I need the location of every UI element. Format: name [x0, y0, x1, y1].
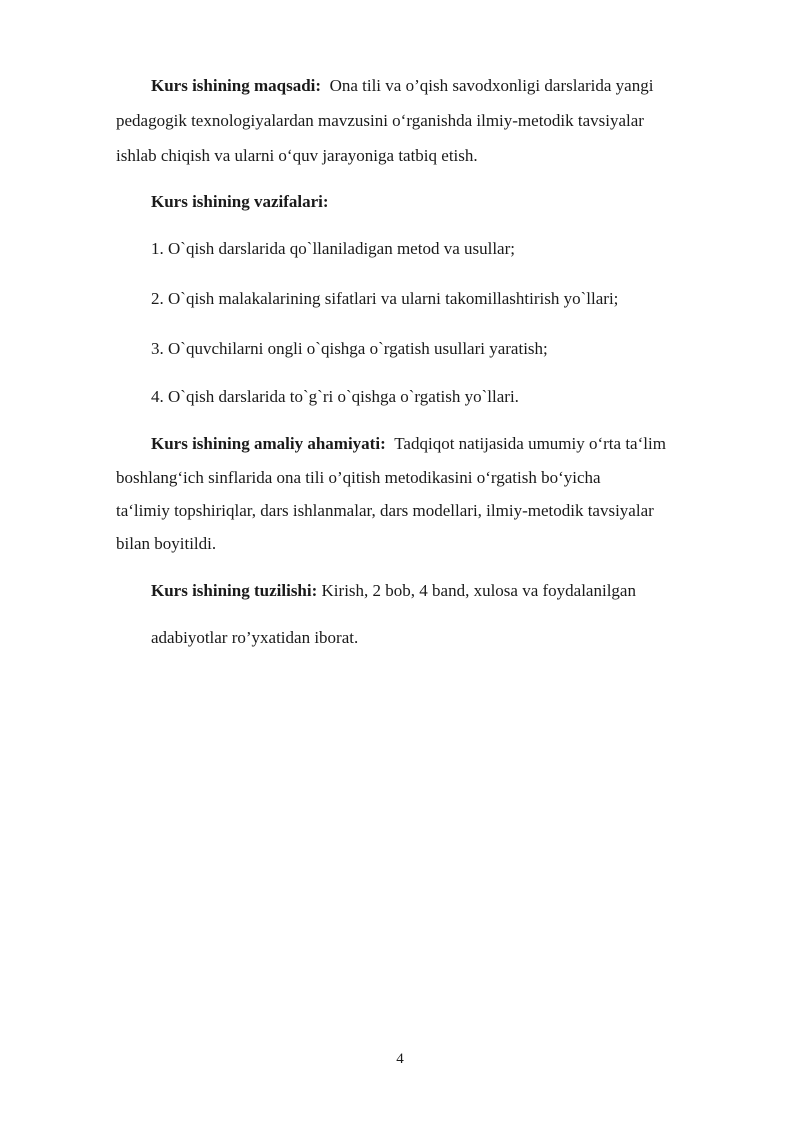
- structure-text-1: Kirish, 2 bob, 4 band, xulosa va foydalanilgan: [321, 581, 636, 600]
- practical-text-2: boshlang‘ich sinflarida ona tili o’qitish metodikasini o‘rgatish bo‘yicha: [116, 468, 601, 487]
- practical-text-3: ta‘limiy topshiriqlar, dars ishlanmalar, dars modellari, ilmiy-metodik tavsiyalar: [116, 501, 654, 520]
- task-item: 2. O`qish malakalarining sifatlari va ularni takomillashtirish yo`llari;: [151, 289, 619, 308]
- practical-heading: Kurs ishining amaliy ahamiyati:: [151, 434, 386, 453]
- structure-paragraph-line-1: [151, 580, 636, 602]
- page-number: 4: [396, 1051, 404, 1067]
- goal-text-1: Ona tili va o’qish savodxonligi darslarida yangi: [329, 76, 654, 95]
- structure-text-2: adabiyotlar ro’yxatidan iborat.: [151, 628, 359, 647]
- practical-paragraph-line-1: [151, 433, 666, 455]
- goal-text-2: pedagogik texnologiyalardan mavzusini o‘rganishda ilmiy-metodik tavsiyalar: [116, 111, 644, 130]
- goal-paragraph-line-1: [151, 75, 653, 97]
- practical-text-4: bilan boyitildi.: [116, 534, 217, 553]
- task-item: 4. O`qish darslarida to`g`ri o`qishga o`rgatish yo`llari.: [151, 387, 519, 406]
- task-item: 3. O`quvchilarni ongli o`qishga o`rgatish usullari yaratish;: [151, 339, 548, 358]
- goal-text-3: ishlab chiqish va ularni o‘quv jarayoniga tatbiq etish.: [116, 146, 478, 165]
- structure-heading: Kurs ishining tuzilishi:: [151, 581, 318, 600]
- practical-text-1: Tadqiqot natijasida umumiy o‘rta ta‘lim: [394, 434, 666, 453]
- goal-heading: Kurs ishining maqsadi:: [151, 76, 322, 95]
- task-item: 1. O`qish darslarida qo`llaniladigan metod va usullar;: [151, 239, 515, 258]
- tasks-heading: Kurs ishining vazifalari:: [151, 192, 329, 211]
